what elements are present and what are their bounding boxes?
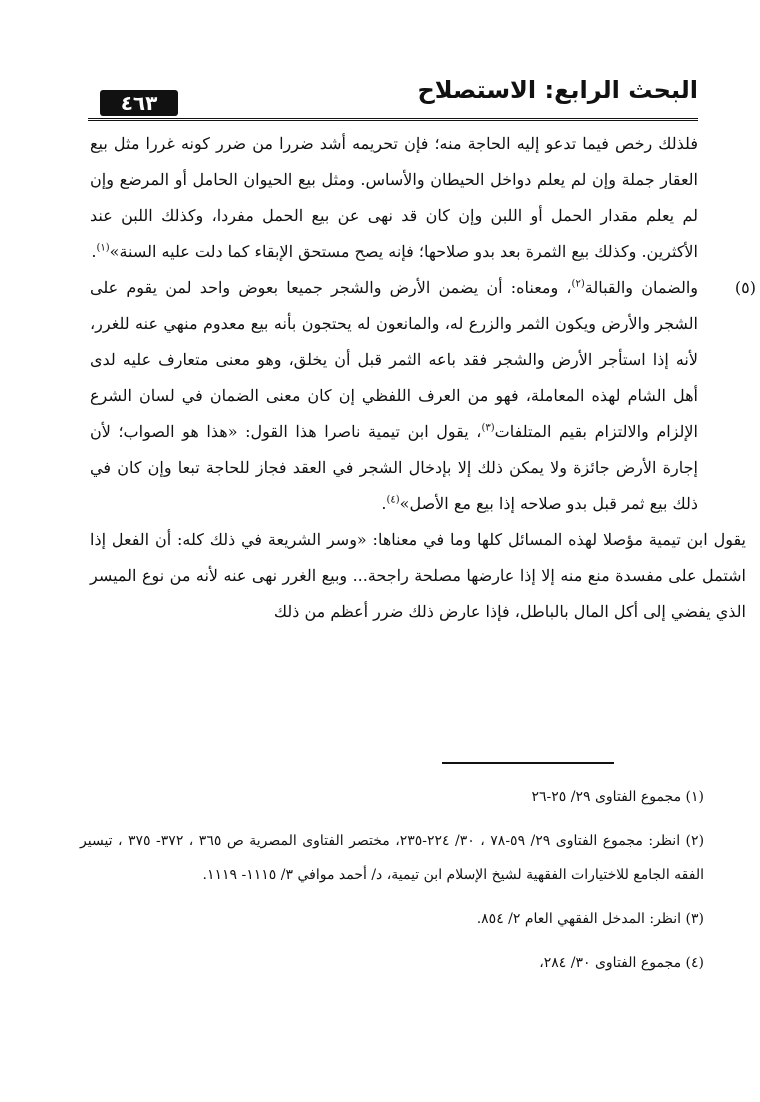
page-header <box>88 72 698 121</box>
item-heading: والضمان والقبالة <box>584 278 698 297</box>
footnote-ref: (١) <box>96 242 110 254</box>
numbered-item <box>90 270 756 522</box>
item-number: (٥) <box>734 278 756 297</box>
quote-text: فلذلك رخص فيما تدعو إليه الحاجة منه؛ فإن تحريمه أشد ضررا من ضرر كونه غررا مثل بيع العقار جملة وإن لم يعلم دواخل الحيطان والأساس. ومثل بيع الحيوان الحامل أو المرضع وإن لم يعلم مقدار الحمل أو اللبن وإن كان قد نهى عن بيع الحمل مفردا، وكذلك اللبن عند الأكثرين. وكذلك بيع الثمرة بعد بدو صلاحها؛ فإنه يصح مستحق الإبقاء كما دلت عليه السنة» <box>90 134 698 261</box>
footnotes <box>80 780 704 990</box>
running-title: البحث الرابع: الاستصلاح <box>417 76 698 104</box>
footnote-ref: (٣) <box>481 422 495 434</box>
main-text <box>90 126 756 630</box>
page-number: ٤٦٣ <box>100 90 178 116</box>
quote-end: . <box>91 242 97 261</box>
footnote-ref: (٤) <box>386 494 400 506</box>
item-end: . <box>381 494 387 513</box>
footnote-2: (٢) انظر: مجموع الفتاوى ٢٩/ ٥٩-٧٨ ، ٣٠/ ٢٢٤-٢٣٥، مختصر الفتاوى المصرية ص ٣٦٥ ، ٣٧٢- ٣٧٥ ، تيسير الفقه الجامع للاختيارات الفقهية لشيخ الإسلام ابن تيمية، د/ أحمد موافي ٣/ ١١١٥- ١١١٩. <box>80 833 705 883</box>
footnote-3: (٣) انظر: المدخل الفقهي العام ٢/ ٨٥٤. <box>476 911 704 927</box>
footnote-ref: (٢) <box>571 278 585 290</box>
footnote-4: (٤) مجموع الفتاوى ٣٠/ ٢٨٤، <box>539 955 704 971</box>
footnote-1: (١) مجموع الفتاوى ٢٩/ ٢٥-٢٦ <box>531 789 704 805</box>
item-text: ، ومعناه: أن يضمن الأرض والشجر جميعا بعوض واحد لمن يقوم على الشجر والأرض ويكون الثمر والزرع له، والمانعون له يحتجون بأنه بيع معدوم منهي عنه للغرر، لأنه إذا استأجر الأرض والشجر فقد باعه الثمر قبل أن يخلق، وهو معنى متعارف عليه لدى أهل الشام لهذه المعاملة، فهو من العرف اللفظي إن كان معنى الضمان في لسان الشرع الإلزام والالتزام بقيم المتلفات <box>90 278 699 441</box>
item-text-continued: ، يقول ابن تيمية ناصرا هذا القول: «هذا هو الصواب؛ لأن إجارة الأرض جائزة ولا يمكن ذلك إلا بإدخال الشجر في العقد فجاز للحاجة تبعا وإن كان في ذلك بيع ثمر قبل بدو صلاحه إذا بيع مع الأصل» <box>90 422 698 513</box>
footnote-divider <box>442 762 614 764</box>
quote-paragraph <box>90 126 698 270</box>
closing-paragraph: يقول ابن تيمية مؤصلا لهذه المسائل كلها وما في معناها: «وسر الشريعة في ذلك كله: أن الفعل إذا اشتمل على مفسدة منع منه إلا إذا عارضها مصلحة راجحة... وبيع الغرر نهى عنه لأنه من نوع الميسر الذي يفضي إلى أكل المال بالباطل، فإذا عارض ذلك ضرر أعظم من ذلك <box>90 530 746 621</box>
